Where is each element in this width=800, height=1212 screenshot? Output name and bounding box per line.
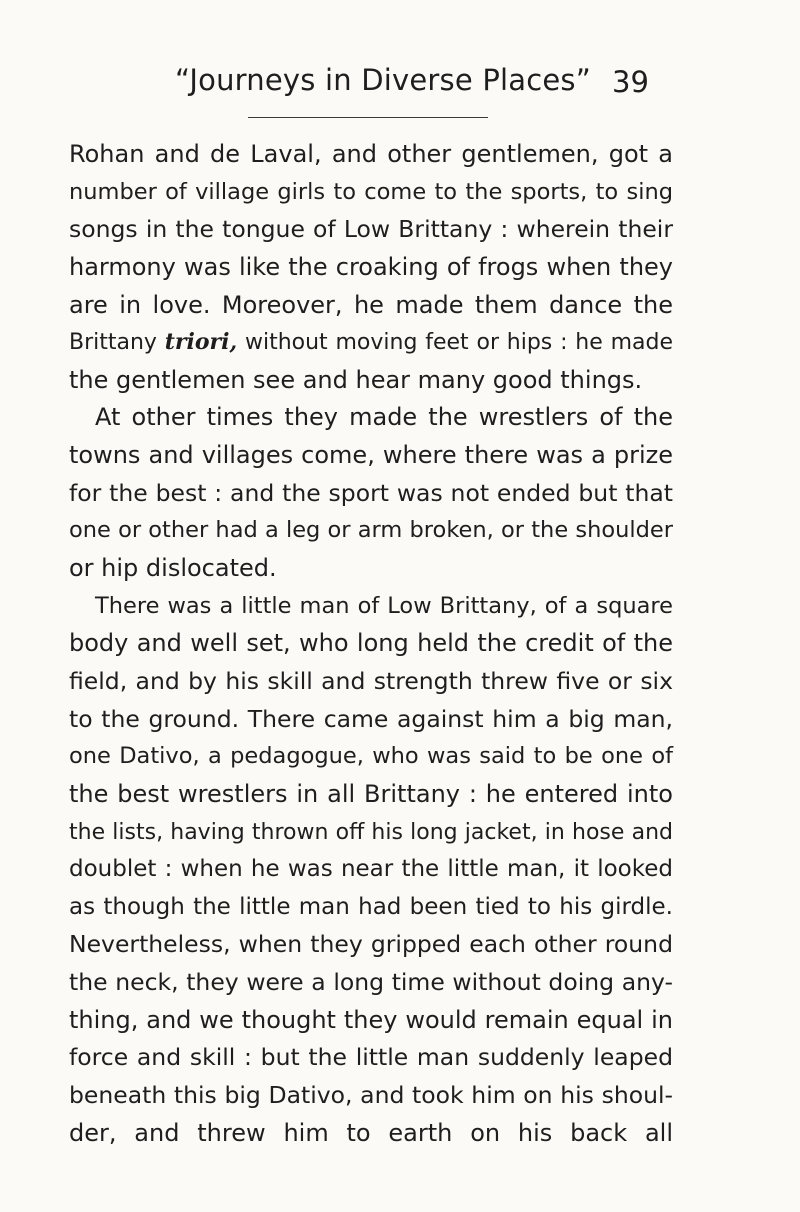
text-line: songs in the tongue of Low Brittany : wherein their [69,215,673,244]
text-line: doublet : when he was near the little man, it looked [69,856,673,883]
text-line: beneath this big Dativo, and took him on his shoul- [69,1081,673,1110]
text-line: the best wrestlers in all Brittany : he entered into [69,779,673,808]
text-line: towns and villages come, where there was a prize [69,441,673,470]
running-title: “Journeys in Diverse Places” [175,63,591,97]
text-line: the neck, they were a long time without doing any- [69,968,673,997]
text-line: for the best : and the sport was not ended but that [69,478,673,507]
text-line: field, and by his skill and strength threw five or six [69,666,673,695]
text-line: Rohan and de Laval, and other gentlemen, got a [69,140,673,168]
text-line: to the ground. There came against him a big man, [69,704,673,733]
text-line: as though the little man had been tied to his girdle. [69,893,673,920]
text-line: or hip dislocated. [69,554,277,583]
text-line-with-italic [69,324,673,362]
text-line: the gentlemen see and hear many good things. [69,365,643,394]
header-rule [248,117,488,118]
text-line: force and skill : but the little man suddenly leaped [69,1043,673,1072]
italic-word: triori, [164,329,238,356]
text-line: one Dativo, a pedagogue, who was said to be one of [69,743,673,770]
page-number: 39 [612,65,649,99]
text-line: the lists, having thrown off his long jacket, in hose and [69,819,673,845]
line-segment: without moving feet or hips : he made [237,330,673,356]
text-line: harmony was like the croaking of frogs when they [69,252,673,281]
text-line: number of village girls to come to the sports, to sing [69,178,673,205]
line-segment: Brittany [69,330,165,356]
text-line: are in love. Moreover, he made them dance the [69,290,673,319]
text-line: thing, and we thought they would remain equal in [69,1005,673,1034]
text-line: body and well set, who long held the credit of the [69,629,673,658]
text-line: There was a little man of Low Brittany, of a square [95,592,673,619]
text-line: der, and threw him to earth on his back all [69,1118,673,1147]
text-line: one or other had a leg or arm broken, or the shoulder [69,517,673,544]
page-header [0,60,800,110]
body-text [69,136,673,1152]
text-line: Nevertheless, when they gripped each other round [69,930,673,959]
text-line: At other times they made the wrestlers of the [95,403,673,432]
